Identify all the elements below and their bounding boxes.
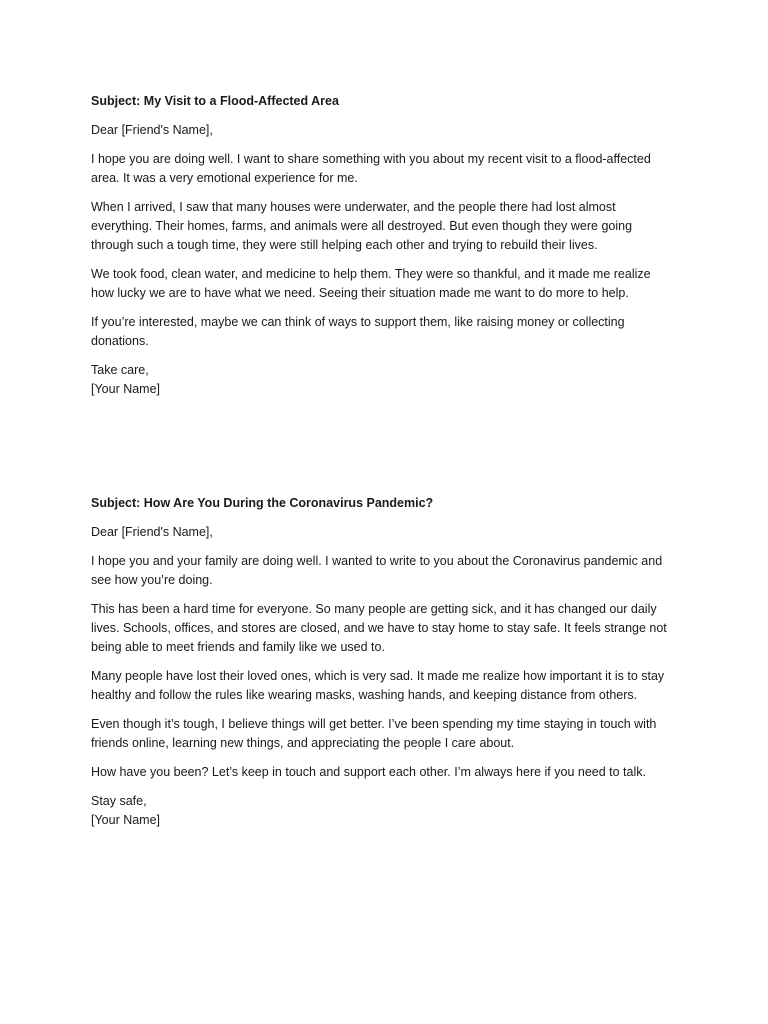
letter-coronavirus bbox=[91, 494, 676, 830]
letter-signature: [Your Name] bbox=[91, 813, 161, 827]
letter-paragraph: How have you been? Let’s keep in touch and support each other. I’m always here if you need to talk. bbox=[91, 765, 646, 779]
letter-greeting: Dear [Friend's Name], bbox=[91, 525, 213, 539]
letter-flood-visit bbox=[91, 92, 676, 399]
letter-paragraph: If you’re interested, maybe we can think of ways to support them, like raising money or collecting donations. bbox=[91, 315, 625, 348]
letter-paragraph: I hope you are doing well. I want to share something with you about my recent visit to a flood-affected area. It was a very emotional experience for me. bbox=[91, 152, 651, 185]
letter-paragraph: We took food, clean water, and medicine to help them. They were so thankful, and it made me realize how lucky we are to have what we need. Seeing their situation made me want to do more to help. bbox=[91, 267, 651, 300]
letter-paragraph: Many people have lost their loved ones, which is very sad. It made me realize how important it is to stay healthy and follow the rules like wearing masks, washing hands, and keeping distance from others. bbox=[91, 669, 665, 702]
letter-paragraph: I hope you and your family are doing well. I wanted to write to you about the Coronavirus pandemic and see how you’re doing. bbox=[91, 554, 663, 587]
letter-paragraph: This has been a hard time for everyone. So many people are getting sick, and it has changed our daily lives. Schools, offices, and stores are closed, and we have to stay home to stay safe. It feels strange not being able to meet friends and family like we used to. bbox=[91, 602, 667, 654]
letter-closing: Take care, bbox=[91, 363, 149, 377]
letter-paragraph: Even though it’s tough, I believe things will get better. I’ve been spending my time staying in touch with friends online, learning new things, and appreciating the people I care about. bbox=[91, 717, 657, 750]
letter-paragraph: When I arrived, I saw that many houses were underwater, and the people there had lost almost everything. Their homes, farms, and animals were all destroyed. But even though they were going through such a tough time, they were still helping each other and trying to rebuild their lives. bbox=[91, 200, 633, 252]
letter-subject: Subject: My Visit to a Flood-Affected Area bbox=[91, 94, 339, 108]
letter-greeting: Dear [Friend's Name], bbox=[91, 123, 213, 137]
letter-closing: Stay safe, bbox=[91, 794, 147, 808]
letter-signature: [Your Name] bbox=[91, 382, 161, 396]
letter-subject: Subject: How Are You During the Coronavirus Pandemic? bbox=[91, 496, 434, 510]
